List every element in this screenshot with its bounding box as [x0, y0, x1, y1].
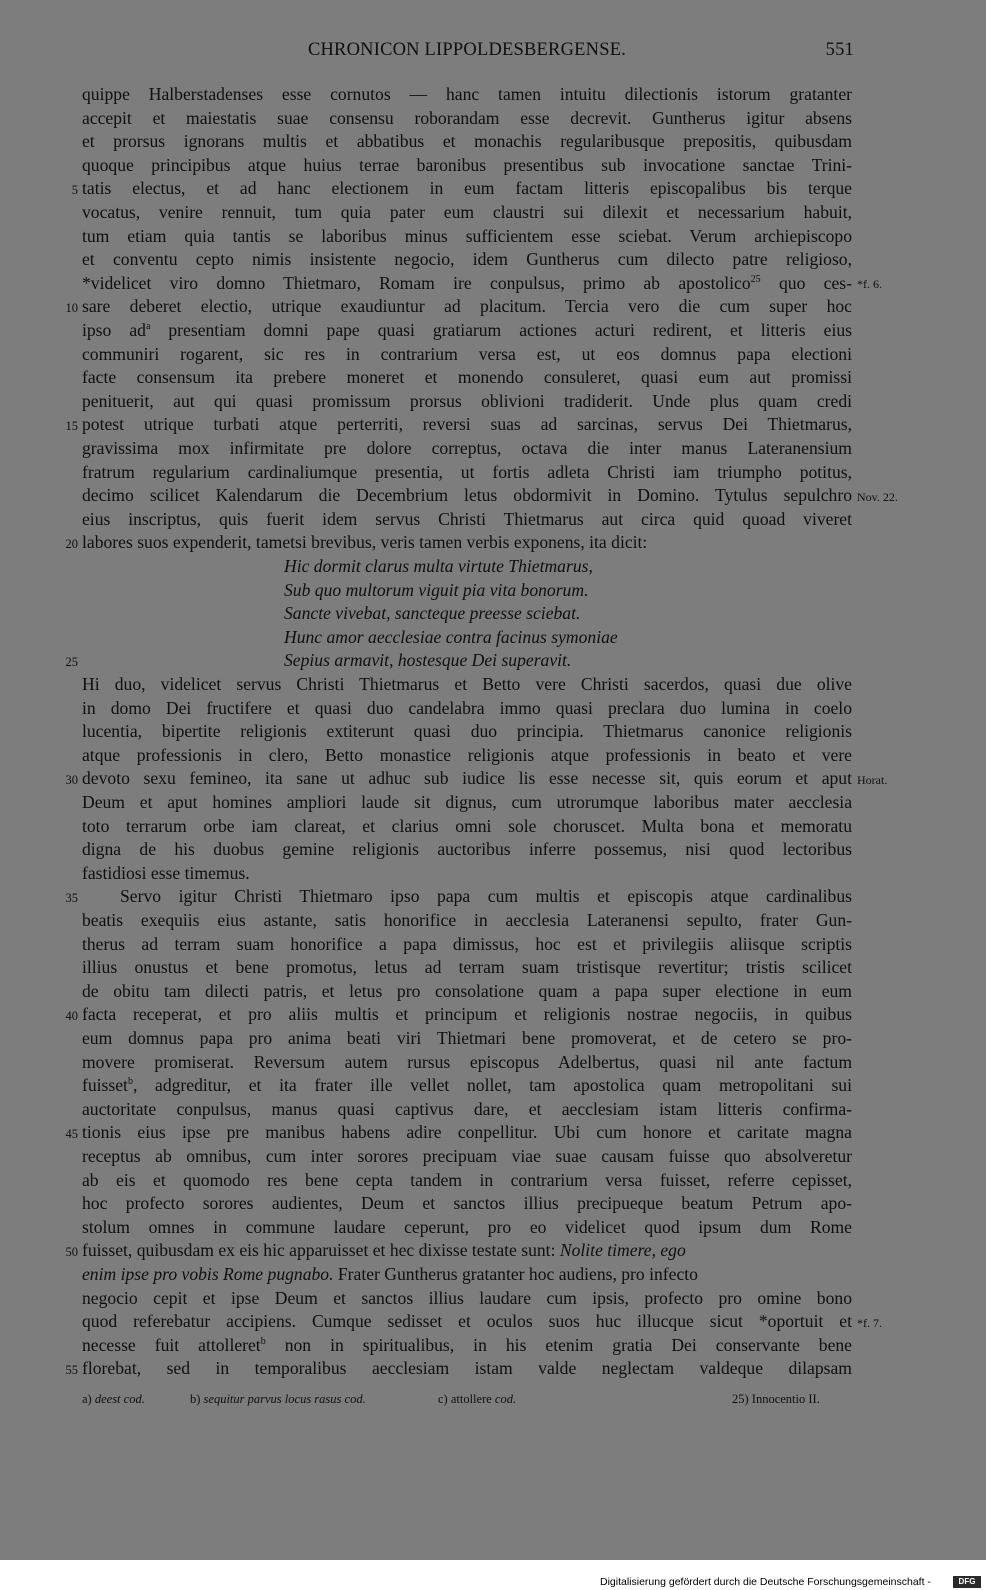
line-number: 20	[65, 537, 78, 551]
margin-note-date: Nov. 22.	[857, 490, 898, 504]
text-line: *videlicet viro domno Thietmaro, Romam ire conpulsus, primo ab apostolico$^{25}$ quo ces-	[82, 272, 852, 293]
text-line: accepit et maiestatis suae consensu roborandam esse decrevit. Guntherus igitur absens	[82, 107, 852, 128]
text-line: atque professionis in clero, Betto monastice religionis atque professionis in beato et vere	[82, 744, 852, 765]
digitization-credit: Digitalisierung gefördert durch die Deutsche Forschungsgemeinschaft -	[600, 1576, 931, 1588]
text-line: vocatus, venire rennuit, tum quia pater eum claustri sui dilexit et necessarium habuit,	[82, 202, 852, 222]
text-line: eum domnus papa pro anima beati viri Thietmari bene promoverat, et de cetero se pro-	[82, 1028, 852, 1048]
margin-note-folio: *f. 6.	[857, 277, 882, 291]
verse-line: Sepius armavit, hostesque Dei superavit.	[284, 650, 572, 671]
text-line: fratrum regularium cardinaliumque presentia, ut fortis adleta Christi iam triumpho potitus,	[82, 461, 852, 482]
text-line: quippe Halberstadenses esse cornutos — hanc tamen intuitu dilectionis istorum gratanter	[82, 84, 852, 104]
text-line: digna de his duobus gemine religionis auctoribus inferre possemus, nisi quod lectoribus	[82, 839, 852, 860]
text-line: et prorsus ignorans multis et abbatibus et monachis regularibusque prepositis, quibusdam	[82, 131, 852, 152]
text-line: negocio cepit et ipse Deum et sanctos illius laudare cum ipsis, profecto pro omine bono	[82, 1287, 852, 1308]
text-line: illius onustus et bene promotus, letus ad terram suam tristisque revertitur; tristis scilicet	[82, 957, 852, 978]
text-line: lucentia, bipertite religionis extiterunt quasi duo principia. Thietmarus canonice religionis	[82, 721, 852, 742]
text-line: fastidiosi esse timemus.	[82, 862, 250, 883]
text-line: ab eis et quomodo res bene cepta tandem in contrarium versa fuisset, referre cepisset,	[82, 1169, 852, 1190]
text-line: facta receperat, et pro aliis multis et principum et religionis nostrae negociis, in quibus	[82, 1004, 852, 1025]
margin-note-source: Horat.	[857, 773, 888, 787]
text-line: necesse fuit attolleret$^b$ non in spiritualibus, in his etenim gratia Dei conservante bene	[82, 1334, 852, 1355]
footnote-b: b) sequitur parvus locus rasus cod.	[190, 1392, 366, 1406]
text-line: tum etiam quia tantis se laboribus minus sufficientem esse sciebat. Verum archiepiscopo	[82, 225, 852, 246]
margin-note-folio: *f. 7.	[857, 1316, 882, 1330]
dfg-logo: DFG	[953, 1576, 981, 1588]
text-line: eius inscriptus, quis fuerit idem servus Christi Thietmarus aut circa quid quoad viveret	[82, 508, 852, 529]
line-number: 40	[65, 1009, 78, 1023]
running-header	[82, 40, 852, 64]
text-line: stolum omnes in commune laudare ceperunt, pro eo videlicet quod ipsum dum Rome	[82, 1216, 852, 1237]
line-number: 15	[65, 419, 78, 433]
text-line: Servo igitur Christi Thietmaro ipso papa cum multis et episcopis atque cardinalibus	[120, 886, 852, 907]
footnote-a: a) deest cod.	[82, 1392, 145, 1406]
text-line: receptus ab omnibus, cum inter sorores precipuam viae suae causam fuisse quo absolveretur	[82, 1146, 852, 1166]
text-line: Deum et aput homines ampliori laude sit dignus, cum utrorumque laboribus mater aecclesia	[82, 792, 852, 812]
text-line: toto terrarum orbe iam clareat, et clarius omni sole choruscet. Multa bona et memoratu	[82, 815, 852, 836]
text-line: et conventu cepto nimis insistente negocio, idem Guntherus cum dilecto patre religioso,	[82, 249, 852, 270]
verse-line: Sub quo multorum viguit pia vita bonorum.	[284, 579, 589, 600]
verse-line: Hunc amor aecclesiae contra facinus symoniae	[284, 626, 618, 647]
text-line: labores suos expenderit, tametsi brevibus, veris tamen verbis exponens, ita dicit:	[82, 532, 648, 553]
text-line: therus ad terram suam honorifice a papa dimissus, hoc est et privilegiis aliisque scriptis	[82, 933, 852, 954]
line-number: 10	[65, 301, 78, 315]
text-line: facte consensum ita prebere moneret et monendo consuleret, quasi eum aut promissi	[82, 367, 852, 388]
text-line: potest utrique turbati atque perterriti, reversi suas ad sarcinas, servus Dei Thietmarus,	[82, 414, 852, 435]
text-line: fuisset, quibusdam ex eis hic apparuisset et hec dixisse testate sunt: Nolite timere, ego	[82, 1240, 686, 1261]
text-line: beatis exequiis eius astante, satis honorifice in aecclesia Lateranensi sepulto, frater Gun-	[82, 910, 852, 930]
text-line: movere promiserat. Reversum autem rursus episcopus Adelbertus, quasi nil ante factum	[82, 1051, 852, 1072]
verse-line: Sancte vivebat, sancteque preesse sciebat.	[284, 603, 581, 624]
line-number: 30	[65, 773, 78, 787]
line-number: 55	[65, 1363, 78, 1377]
running-title: CHRONICON LIPPOLDESBERGENSE.	[307, 40, 627, 60]
text-line: ipso $ad^a$ presentiam domni pape quasi gratiarum actiones acturi redirent, et litteris eius	[82, 320, 852, 340]
text-line: tatis electus, et ad hanc electionem in eum factam litteris episcopalibus bis terque	[82, 178, 852, 199]
text-line: sare deberet electio, utrique exaudiuntur ad placitum. Tercia vero die cum super hoc	[82, 296, 852, 317]
text-line: auctoritate conpulsus, manus quasi captivus dare, et aecclesiam istam litteris confirma-	[82, 1098, 852, 1119]
text-line: fuisset$^b$, adgreditur, et ita frater ille vellet nollet, tam apostolica quam metropolitani sui	[82, 1075, 852, 1096]
text-line: gravissima mox infirmitate pre dolore correptus, octava die inter manus Lateranensium	[82, 438, 852, 458]
text-line: penituerit, aut qui quasi promissum prorsus oblivioni tradiderit. Unde plus quam credi	[82, 390, 852, 411]
text-line: de obitu tam dilecti patris, et letus pro consolatione quam a papa super electione in eum	[82, 980, 852, 1001]
text-line: tionis eius ipse pre manibus habens adire conpellitur. Ubi cum honore et caritate magna	[82, 1122, 852, 1143]
footnote-25: 25) Innocentio II.	[732, 1392, 820, 1406]
footnote-c: c) attollere cod.	[438, 1392, 517, 1406]
line-number: 35	[65, 891, 78, 905]
text-line: quod referebatur accipiens. Cumque sedisset et oculos suos huc illucque sicut *oportuit et	[82, 1311, 852, 1332]
text-line: hoc profecto sorores audientes, Deum et sanctos illius precipueque beatum Petrum apo-	[82, 1193, 852, 1214]
text-line: devoto sexu femineo, ita sane ut adhuc sub iudice lis esse necesse sit, quis eorum et aput	[82, 768, 852, 789]
page-number: 551	[825, 40, 854, 60]
text-line: quoque principibus atque huius terrae baronibus presentibus sub invocatione sanctae Trini-	[82, 154, 852, 175]
line-number: 25	[65, 655, 78, 669]
line-number: 45	[65, 1127, 78, 1141]
text-line: florebat, sed in temporalibus aecclesiam istam valde neglectam valdeque dilapsam	[82, 1358, 852, 1379]
text-line: decimo scilicet Kalendarum die Decembrium letus obdormivit in Domino. Tytulus sepulchro	[82, 485, 852, 506]
line-number: 5	[71, 183, 78, 197]
text-line: Hi duo, videlicet servus Christi Thietmarus et Betto vere Christi sacerdos, quasi due olive	[82, 674, 852, 694]
line-number: 50	[65, 1245, 78, 1259]
text-line: communiri rogarent, sic res in contrarium versa est, ut eos domnus papa electioni	[82, 343, 852, 364]
text-line: in domo Dei fructifere et quasi duo candelabra immo quasi preclara duo lumina in coelo	[82, 697, 852, 718]
text-line: enim ipse pro vobis Rome pugnabo. Frater Guntherus gratanter hoc audiens, pro infecto	[82, 1264, 698, 1284]
verse-line: Hic dormit clarus multa virtute Thietmarus,	[284, 556, 593, 576]
